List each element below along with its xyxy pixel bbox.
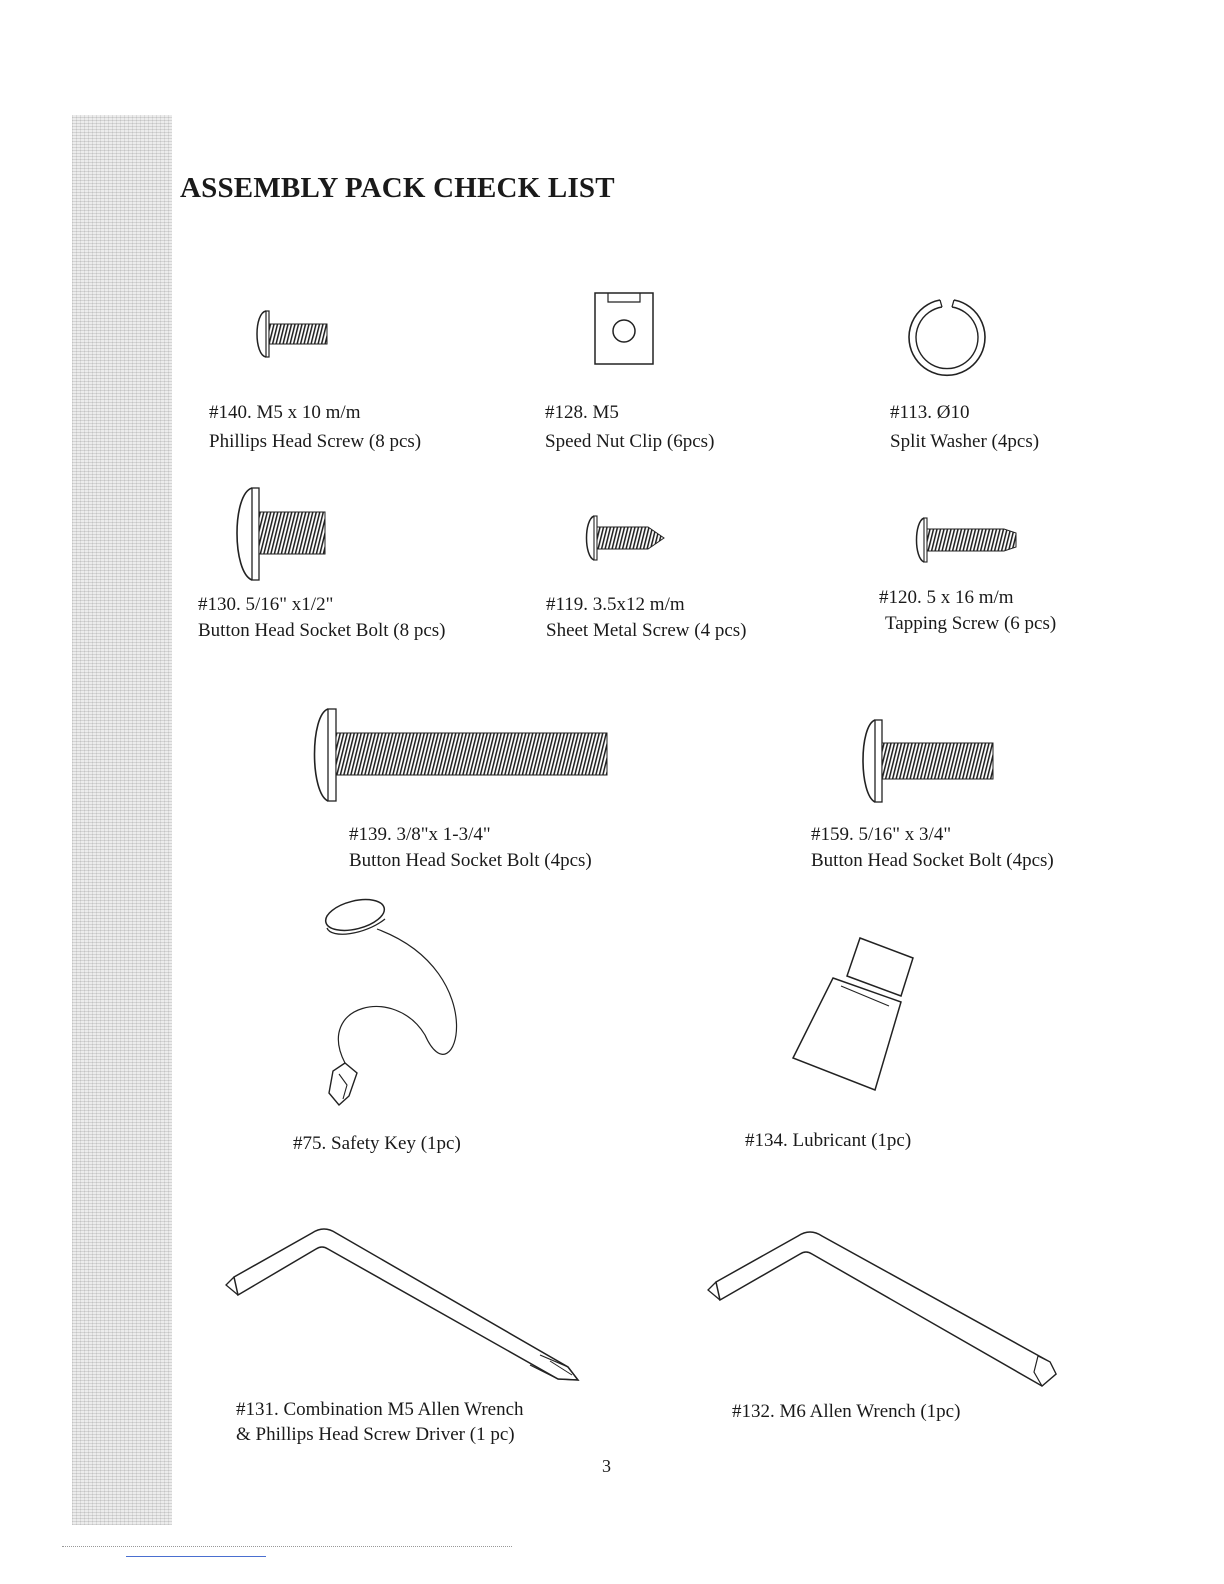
long-socket-bolt-icon bbox=[308, 705, 618, 805]
part-128-caption bbox=[545, 398, 714, 456]
part-159-caption bbox=[811, 822, 1054, 874]
page-number: 3 bbox=[602, 1456, 611, 1476]
part-120-spec: #120. 5 x 16 m/m bbox=[879, 587, 1014, 608]
part-119-description: Sheet Metal Screw (4 pcs) bbox=[546, 620, 747, 641]
socket-bolt-icon bbox=[228, 484, 338, 584]
part-128-spec: #128. M5 bbox=[545, 402, 619, 423]
part-134-caption bbox=[745, 1126, 911, 1155]
part-131-spec: #131. Combination M5 Allen Wrench bbox=[236, 1399, 524, 1420]
scan-artifact-dotted-line bbox=[62, 1546, 512, 1547]
part-128-description: Speed Nut Clip (6pcs) bbox=[545, 431, 715, 452]
part-140-caption bbox=[209, 398, 421, 456]
part-75-caption bbox=[293, 1129, 461, 1158]
page-title: ASSEMBLY PACK CHECK LIST bbox=[180, 172, 615, 204]
part-130-caption bbox=[198, 592, 446, 644]
part-139-caption bbox=[349, 822, 592, 874]
lubricant-bottle-icon bbox=[785, 930, 925, 1095]
part-159-spec: #159. 5/16" x 3/4" bbox=[811, 824, 952, 845]
part-140-description: Phillips Head Screw (8 pcs) bbox=[209, 431, 422, 452]
part-139-description: Button Head Socket Bolt (4pcs) bbox=[349, 850, 592, 871]
part-119-spec: #119. 3.5x12 m/m bbox=[546, 594, 685, 615]
combination-wrench-icon bbox=[212, 1215, 592, 1390]
part-134-label: #134. Lubricant (1pc) bbox=[745, 1130, 912, 1151]
split-washer-icon bbox=[898, 293, 998, 383]
part-113-description: Split Washer (4pcs) bbox=[890, 431, 1040, 452]
socket-bolt-icon bbox=[855, 716, 1005, 806]
part-132-label: #132. M6 Allen Wrench (1pc) bbox=[732, 1401, 961, 1422]
part-132-caption bbox=[732, 1397, 960, 1426]
phillips-screw-icon bbox=[250, 305, 340, 365]
sheet-metal-screw-icon bbox=[582, 512, 672, 567]
part-113-spec: #113. Ø10 bbox=[890, 402, 970, 423]
scanned-margin-strip bbox=[72, 115, 172, 1525]
part-120-caption bbox=[879, 585, 1056, 637]
part-113-caption bbox=[890, 398, 1039, 456]
part-120-description: Tapping Screw (6 pcs) bbox=[885, 613, 1057, 634]
part-130-description: Button Head Socket Bolt (8 pcs) bbox=[198, 620, 446, 641]
part-131-caption bbox=[236, 1397, 524, 1447]
safety-key-icon bbox=[315, 893, 465, 1118]
part-131-description: & Phillips Head Screw Driver (1 pc) bbox=[236, 1424, 515, 1445]
scan-artifact-blue-line bbox=[126, 1556, 266, 1557]
tapping-screw-icon bbox=[912, 514, 1022, 569]
part-119-caption bbox=[546, 592, 747, 644]
part-159-description: Button Head Socket Bolt (4pcs) bbox=[811, 850, 1054, 871]
speed-nut-clip-icon bbox=[590, 288, 660, 368]
part-140-spec: #140. M5 x 10 m/m bbox=[209, 402, 361, 423]
allen-wrench-icon bbox=[698, 1220, 1068, 1390]
part-139-spec: #139. 3/8"x 1-3/4" bbox=[349, 824, 491, 845]
part-75-label: #75. Safety Key (1pc) bbox=[293, 1133, 461, 1154]
part-130-spec: #130. 5/16" x1/2" bbox=[198, 594, 334, 615]
